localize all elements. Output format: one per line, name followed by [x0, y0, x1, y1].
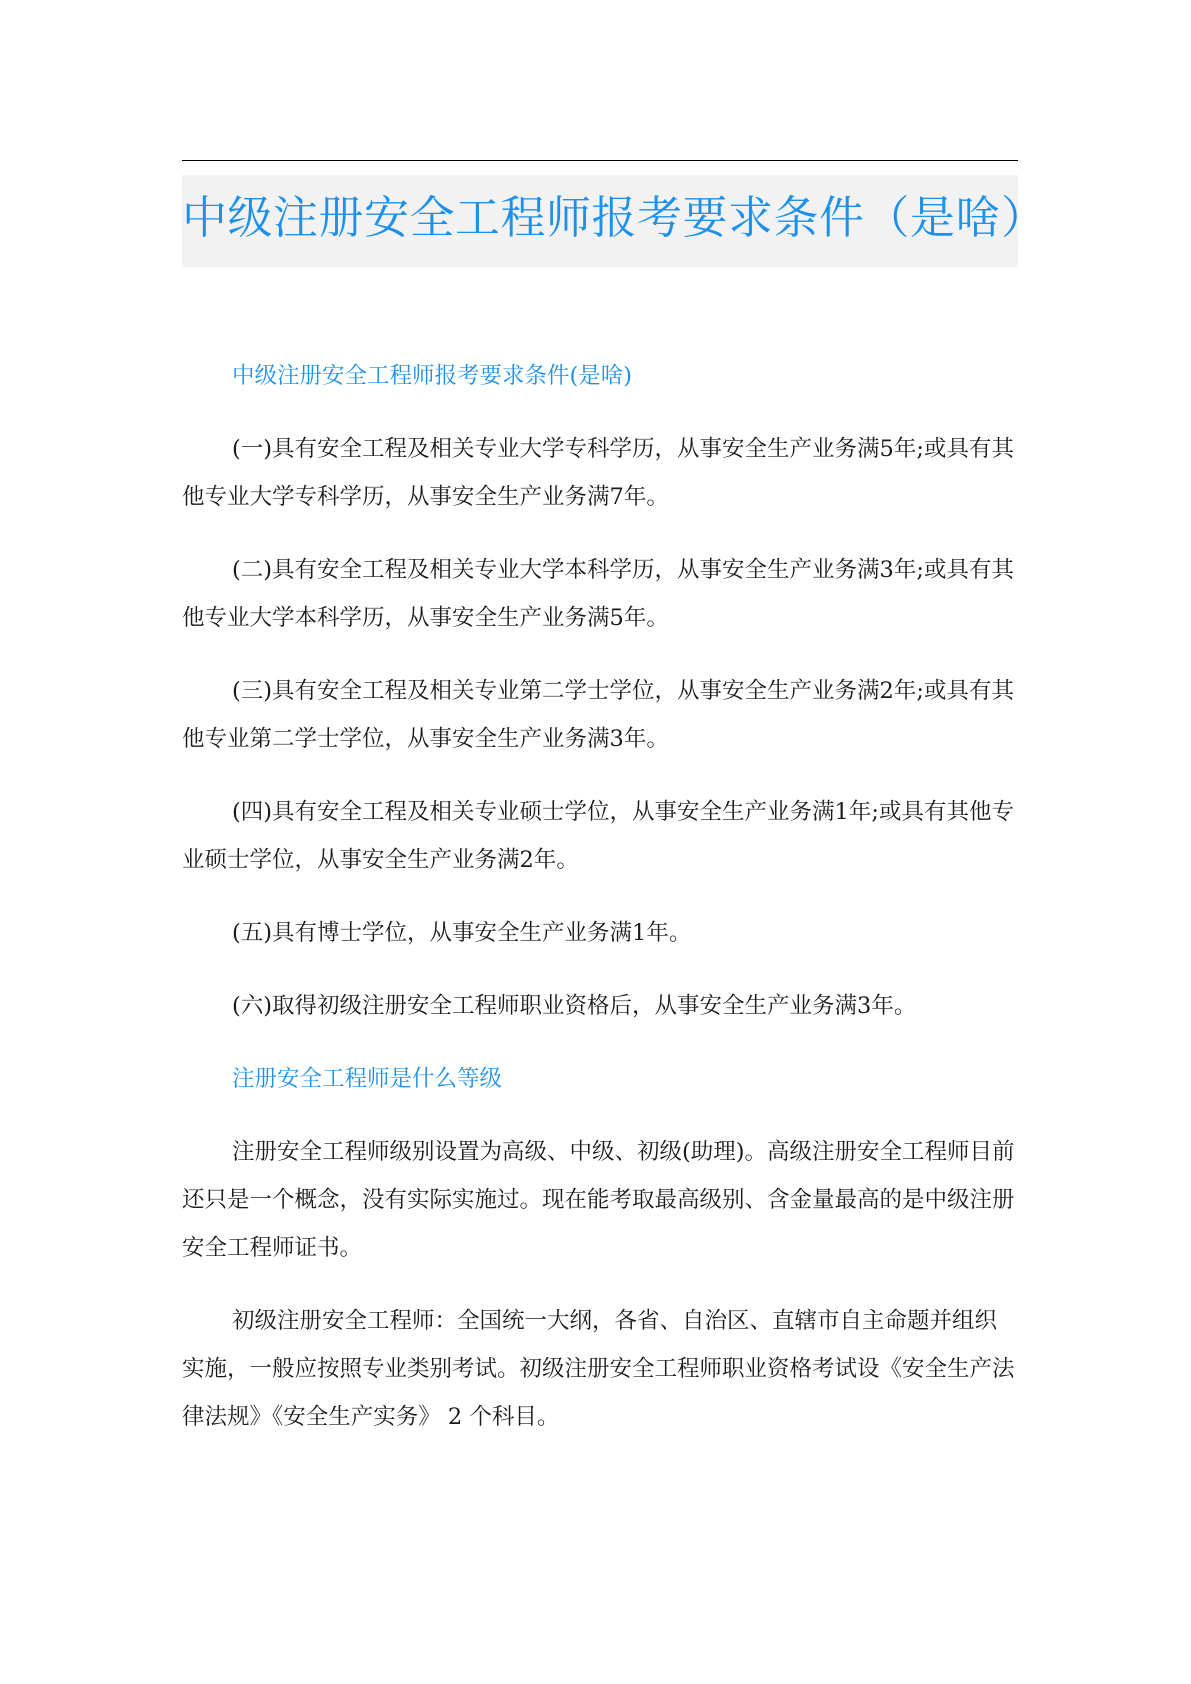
document-body	[182, 352, 1018, 1466]
top-divider	[182, 160, 1018, 161]
paragraph-junior: 初级注册安全工程师：全国统一大纲，各省、自治区、直辖市自主命题并组织实施，一般应按照专业类别考试。初级注册安全工程师职业资格考试设《安全生产法律法规》《安全生产实务》 2 个科目。	[182, 1308, 1015, 1430]
condition-2: (二)具有安全工程及相关专业大学本科学历，从事安全生产业务满3年;或具有其他专业大学本科学历，从事安全生产业务满5年。	[182, 557, 1014, 631]
document-title: 中级注册安全工程师报考要求条件（是啥）	[182, 191, 1047, 244]
condition-6: (六)取得初级注册安全工程师职业资格后，从事安全生产业务满3年。	[232, 993, 917, 1019]
paragraph-levels: 注册安全工程师级别设置为高级、中级、初级(助理)。高级注册安全工程师目前还只是一个概念，没有实际实施过。现在能考取最高级别、含金量最高的是中级注册安全工程师证书。	[182, 1139, 1015, 1261]
section-heading-requirements: 中级注册安全工程师报考要求条件(是啥)	[232, 363, 633, 389]
section-heading-levels: 注册安全工程师是什么等级	[232, 1066, 503, 1092]
condition-4: (四)具有安全工程及相关专业硕士学位，从事安全生产业务满1年;或具有其他专业硕士学位，从事安全生产业务满2年。	[182, 799, 1014, 873]
condition-5: (五)具有博士学位，从事安全生产业务满1年。	[232, 920, 692, 946]
condition-3: (三)具有安全工程及相关专业第二学士学位，从事安全生产业务满2年;或具有其他专业第二学士学位，从事安全生产业务满3年。	[182, 678, 1014, 752]
condition-1: (一)具有安全工程及相关专业大学专科学历，从事安全生产业务满5年;或具有其他专业大学专科学历，从事安全生产业务满7年。	[182, 436, 1014, 510]
